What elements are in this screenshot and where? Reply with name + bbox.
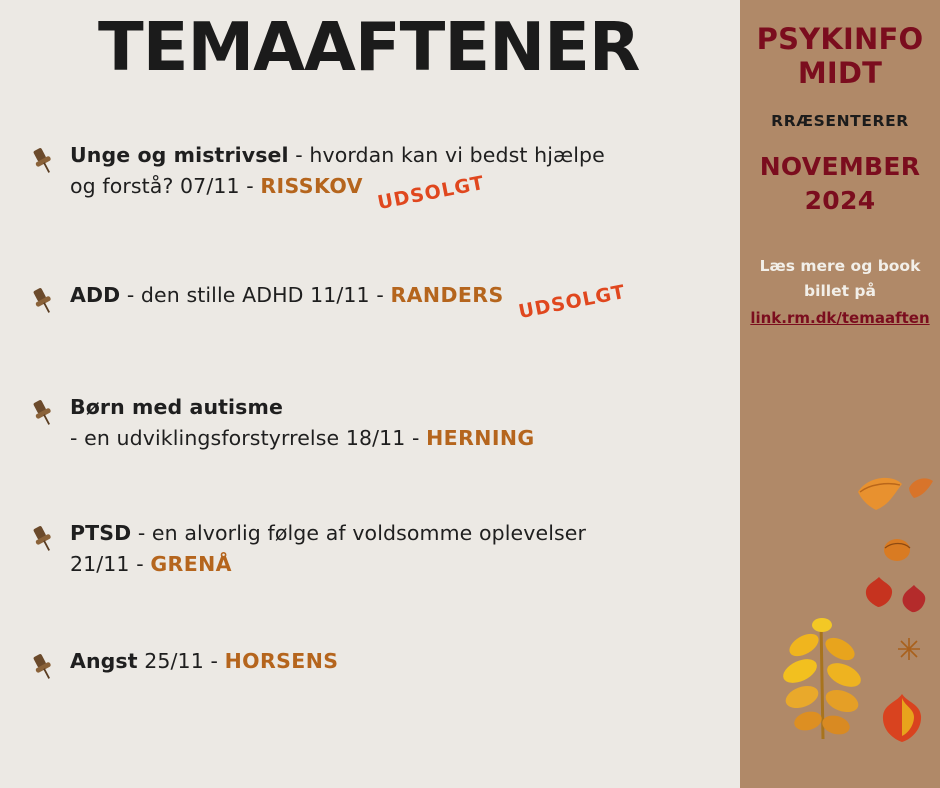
month-label: NOVEMBER: [759, 152, 921, 181]
presenter-label: RRÆSENTERER: [771, 112, 909, 130]
event-text: [70, 280, 726, 324]
pushpin-icon: [28, 146, 58, 176]
event-desc: - en alvorlig følge af voldsomme oplevelser: [131, 521, 587, 545]
event-desc: - hvordan kan vi bedst hjælpe: [288, 143, 605, 167]
event-title: Unge og mistrivsel: [70, 143, 289, 167]
event-desc: 25/11 -: [137, 649, 225, 673]
brand-line-2: MIDT: [797, 56, 883, 90]
event-text: [70, 646, 726, 677]
event-line2: [70, 171, 726, 215]
list-item[interactable]: [0, 280, 740, 392]
event-title: Angst: [70, 649, 138, 673]
event-line2-prefix: og forstå? 07/11 -: [70, 174, 261, 198]
leaf-icon: [774, 615, 866, 749]
status-badge: UDSOLGT: [516, 280, 628, 324]
event-title: Børn med autisme: [70, 395, 283, 419]
list-item[interactable]: [0, 140, 740, 280]
list-item[interactable]: [0, 646, 740, 706]
event-city: HORSENS: [224, 649, 339, 673]
event-desc: - den stille ADHD 11/11 -: [120, 283, 391, 307]
pushpin-icon: [28, 398, 58, 428]
event-title: PTSD: [70, 521, 132, 545]
pushpin-icon: [28, 652, 58, 682]
leaf-icon: [876, 692, 928, 748]
leaf-icon: [854, 470, 906, 518]
pushpin-icon: [28, 524, 58, 554]
brand-name: [740, 22, 940, 90]
event-city: GRENÅ: [150, 552, 232, 576]
booking-info: [740, 254, 940, 331]
event-line2-prefix: - en udviklingsforstyrrelse 18/11 -: [70, 426, 427, 450]
event-city: RISSKOV: [260, 174, 363, 198]
leaf-icon: [896, 636, 922, 666]
leaf-icon: [880, 534, 914, 572]
event-title: ADD: [70, 283, 121, 307]
leaf-icon: [906, 472, 936, 506]
list-item[interactable]: [0, 518, 740, 646]
booking-link[interactable]: link.rm.dk/temaaften: [750, 309, 930, 327]
month-year: [740, 150, 940, 218]
booking-line-2: billet på: [804, 282, 876, 300]
page-title: TEMAAFTENER: [98, 8, 640, 86]
brand-line-1: PSYKINFO: [756, 22, 924, 56]
event-line2-prefix: 21/11 -: [70, 552, 151, 576]
pushpin-icon: [28, 286, 58, 316]
event-text: [70, 518, 726, 580]
event-city: RANDERS: [390, 283, 504, 307]
status-badge: UDSOLGT: [375, 171, 487, 215]
leaf-icon: [899, 584, 929, 618]
poster-sidebar: [740, 0, 940, 788]
event-text: [70, 392, 726, 454]
booking-line-1: Læs mere og book: [759, 257, 921, 275]
event-line2: [70, 549, 726, 580]
list-item[interactable]: [0, 392, 740, 518]
event-list: [0, 140, 740, 706]
event-city: HERNING: [426, 426, 535, 450]
event-line2: [70, 423, 726, 454]
event-text: [70, 140, 726, 215]
leaf-icon: [862, 575, 896, 613]
year-label: 2024: [804, 186, 876, 215]
